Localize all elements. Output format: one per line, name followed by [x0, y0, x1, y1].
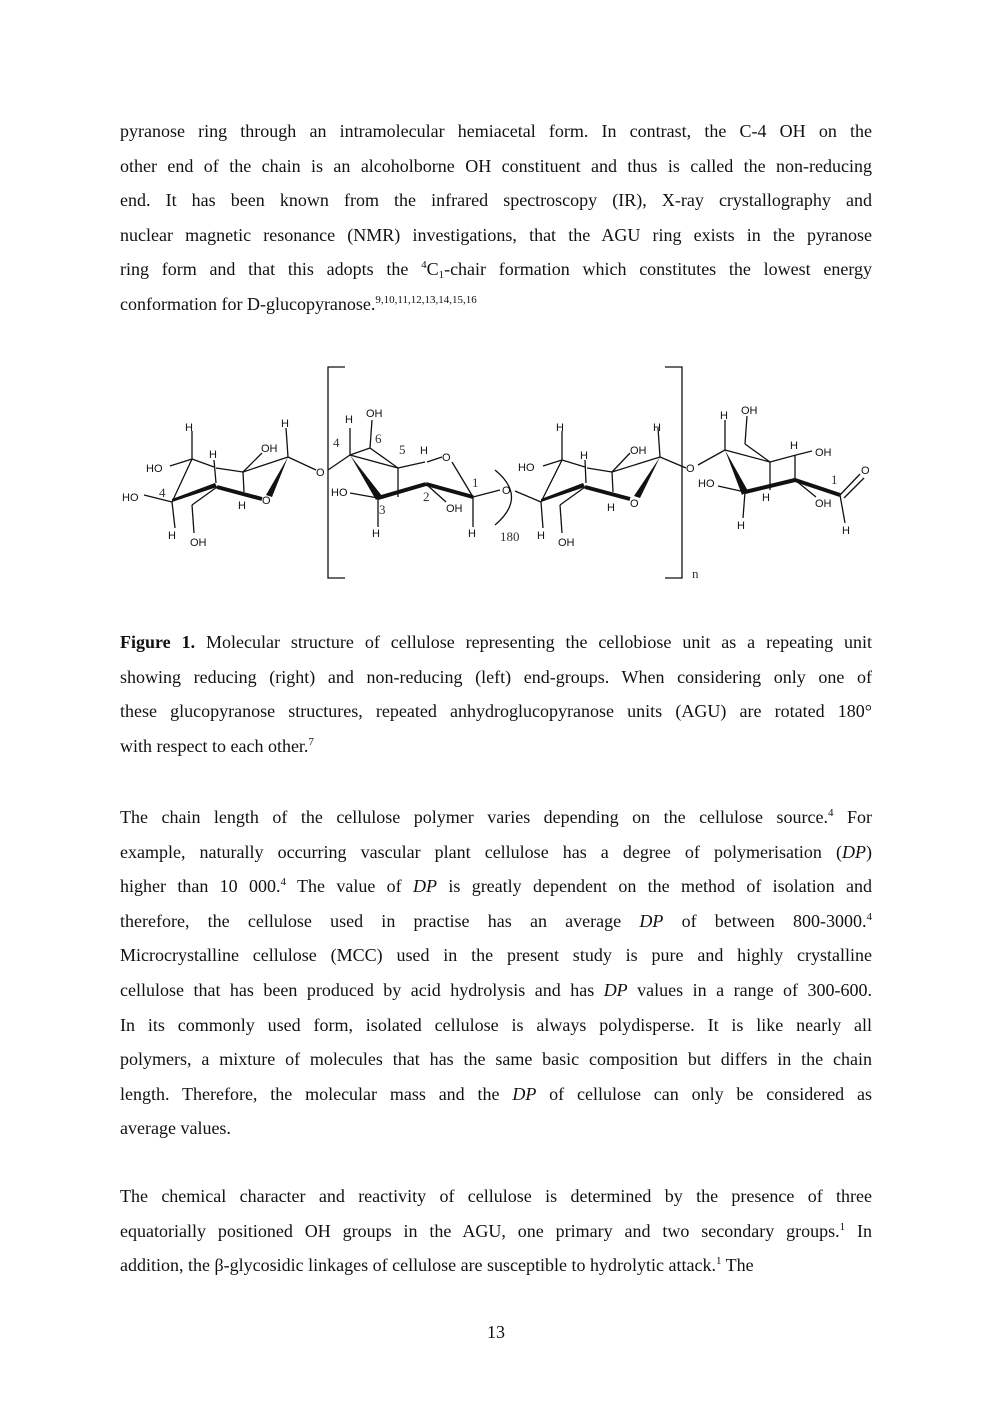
text-segment: C: [426, 259, 439, 280]
carbon-number: 4: [333, 435, 340, 450]
text-line: [120, 625, 872, 660]
carbon-number: 4: [159, 485, 166, 500]
atom-label: H: [790, 440, 798, 452]
carbon-number: 2: [423, 489, 430, 504]
superscript: 1: [716, 1255, 722, 1268]
italic-term: DP: [413, 876, 437, 897]
text-segment: length. Therefore, the molecular mass and the: [120, 1083, 513, 1104]
text-line: [120, 183, 872, 218]
repeat-subscript: n: [692, 566, 699, 581]
text-segment: addition, the β-glycosidic linkages of cellulose are susceptible to hydrolytic attack.: [120, 1255, 716, 1276]
text-line: [120, 1042, 872, 1077]
text-segment: of between 800-3000.: [663, 910, 867, 931]
atom-label: H: [842, 525, 850, 537]
text-line: [120, 114, 872, 149]
atom-label: OH: [366, 408, 383, 420]
text-line: [120, 869, 872, 904]
text-segment: polymers, a mixture of molecules that has the same basic composition but differs in the chain: [120, 1049, 872, 1070]
atom-label: H: [281, 418, 289, 430]
atom-label: H: [238, 500, 246, 512]
text-segment: ): [866, 841, 872, 862]
text-segment: values in a range of 300-600.: [627, 979, 872, 1000]
text-line: [120, 1179, 872, 1214]
text-line: [120, 1111, 872, 1146]
atom-label: H: [345, 414, 353, 426]
bonds: [144, 367, 864, 578]
atom-label: HO: [518, 462, 535, 474]
atom-label: O: [262, 495, 271, 507]
text-segment: is greatly dependent on the method of isolation and: [437, 876, 872, 897]
atom-label: OH: [261, 443, 278, 455]
superscript: 4: [280, 876, 286, 889]
atom-label: H: [580, 450, 588, 462]
atom-label: H: [720, 410, 728, 422]
bold-label: Figure 1.: [120, 632, 196, 652]
text-segment: ring form and that this adopts the: [120, 259, 422, 280]
paragraph-3: [120, 1179, 872, 1283]
carbon-number: 3: [379, 502, 386, 517]
atom-label: O: [861, 465, 870, 477]
superscript: 4: [828, 807, 834, 819]
carbon-number: 6: [375, 431, 382, 446]
atom-label: HO: [331, 487, 348, 499]
atom-label: OH: [630, 445, 647, 457]
text-segment: therefore, the cellulose used in practise has an average: [120, 910, 640, 931]
text-line: [120, 1248, 872, 1283]
atom-label: O: [316, 467, 325, 479]
atom-label: OH: [558, 537, 575, 549]
carbon-number: 1: [472, 475, 479, 490]
italic-term: DP: [639, 910, 664, 931]
atom-label: HO: [122, 492, 139, 504]
text-segment: Microcrystalline cellulose (MCC) used in the present study is pure and highly crystalline: [120, 945, 872, 966]
text-line: [120, 218, 872, 253]
superscript: 4: [866, 910, 872, 923]
text-segment: other end of the chain is an alcoholborne OH constituent and thus is called the non-reducing: [120, 155, 872, 176]
page-number: 13: [487, 1322, 505, 1342]
text-line: [120, 938, 872, 973]
text-segment: The chemical character and reactivity of cellulose is determined by the presence of three: [120, 1186, 872, 1206]
atom-label: H: [537, 530, 545, 542]
atom-label: H: [468, 528, 476, 540]
text-segment: end. It has been known from the infrared spectroscopy (IR), X-ray crystallography and: [120, 190, 872, 211]
italic-term: DP: [603, 979, 628, 1000]
subscript: 1: [438, 269, 445, 282]
text-segment: -chair formation which constitutes the lowest energy: [444, 259, 873, 280]
atom-label: O: [686, 463, 695, 475]
atom-labels: [122, 405, 870, 549]
text-segment: In its commonly used form, isolated cellulose is always polydisperse. It is like nearly all: [120, 1014, 872, 1035]
text-segment: conformation for D-glucopyranose.: [120, 293, 376, 314]
superscript: 7: [308, 735, 314, 748]
atom-label: OH: [815, 447, 832, 459]
text-segment: example, naturally occurring vascular plant cellulose has a degree of polymerisation (: [120, 841, 842, 862]
text-line: [120, 729, 872, 764]
atom-label: O: [630, 498, 639, 510]
superscript: 1: [839, 1220, 846, 1233]
paragraph-2: [120, 800, 872, 1146]
text-line: [120, 1008, 872, 1043]
text-segment: The chain length of the cellulose polymer varies depending on the cellulose source.: [120, 807, 828, 827]
text-segment: For: [833, 807, 872, 827]
atom-label: H: [607, 502, 615, 514]
atom-label: O: [442, 452, 451, 464]
atom-label: H: [420, 445, 428, 457]
text-line: [120, 800, 872, 835]
italic-term: DP: [512, 1083, 537, 1104]
cellulose-structure-figure: [0, 360, 992, 590]
atom-label: OH: [815, 498, 832, 510]
text-segment: The value of: [286, 876, 413, 897]
italic-term: DP: [842, 841, 866, 862]
carbon-number: 1: [831, 472, 838, 487]
atom-label: H: [185, 422, 193, 434]
atom-label: H: [168, 530, 176, 542]
text-segment: nuclear magnetic resonance (NMR) investigations, that the AGU ring exists in the pyranose: [120, 224, 872, 245]
text-line: [120, 149, 872, 184]
atom-label: HO: [698, 478, 715, 490]
paragraph-1: [120, 114, 872, 322]
text-segment: of cellulose can only be considered as: [536, 1083, 873, 1104]
rotation-label: 180: [500, 529, 520, 544]
atom-label: H: [372, 528, 380, 540]
text-line: [120, 904, 872, 939]
carbon-number: 5: [399, 442, 406, 457]
atom-label: H: [737, 520, 745, 532]
atom-label: H: [556, 422, 564, 434]
atom-label: OH: [446, 503, 463, 515]
text-segment: The: [721, 1255, 754, 1276]
text-segment: cellulose that has been produced by acid hydrolysis and has: [120, 979, 604, 1000]
atom-label: H: [209, 449, 217, 461]
figure-caption: [120, 625, 872, 763]
text-segment: showing reducing (right) and non-reducing (left) end-groups. When considering only one of: [120, 666, 872, 687]
atom-label: O: [502, 485, 511, 497]
text-segment: with respect to each other.: [120, 735, 309, 756]
text-line: [120, 660, 872, 695]
text-line: [120, 1077, 872, 1112]
atom-label: OH: [190, 537, 207, 549]
text-line: [120, 287, 872, 322]
text-line: [120, 252, 872, 287]
text-segment: pyranose ring through an intramolecular hemiacetal form. In contrast, the C-4 OH on the: [120, 121, 872, 141]
text-segment: Molecular structure of cellulose representing the cellobiose unit as a repeating unit: [195, 632, 872, 652]
text-line: [120, 835, 872, 870]
text-segment: In: [845, 1220, 872, 1241]
text-segment: average values.: [120, 1118, 231, 1139]
text-segment: higher than 10 000.: [120, 876, 281, 897]
atom-label: OH: [741, 405, 758, 417]
text-segment: these glucopyranose structures, repeated anhydroglucopyranose units (AGU) are rotated 180°: [120, 701, 872, 722]
atom-label: H: [653, 422, 661, 434]
superscript: 9,10,11,12,13,14,15,16: [375, 293, 477, 306]
text-line: [120, 1214, 872, 1249]
text-line: [120, 694, 872, 729]
atom-label: HO: [146, 463, 163, 475]
atom-label: H: [762, 492, 770, 504]
text-segment: equatorially positioned OH groups in the AGU, one primary and two secondary groups.: [120, 1220, 840, 1241]
text-line: [120, 973, 872, 1008]
superscript: 4: [421, 259, 427, 272]
